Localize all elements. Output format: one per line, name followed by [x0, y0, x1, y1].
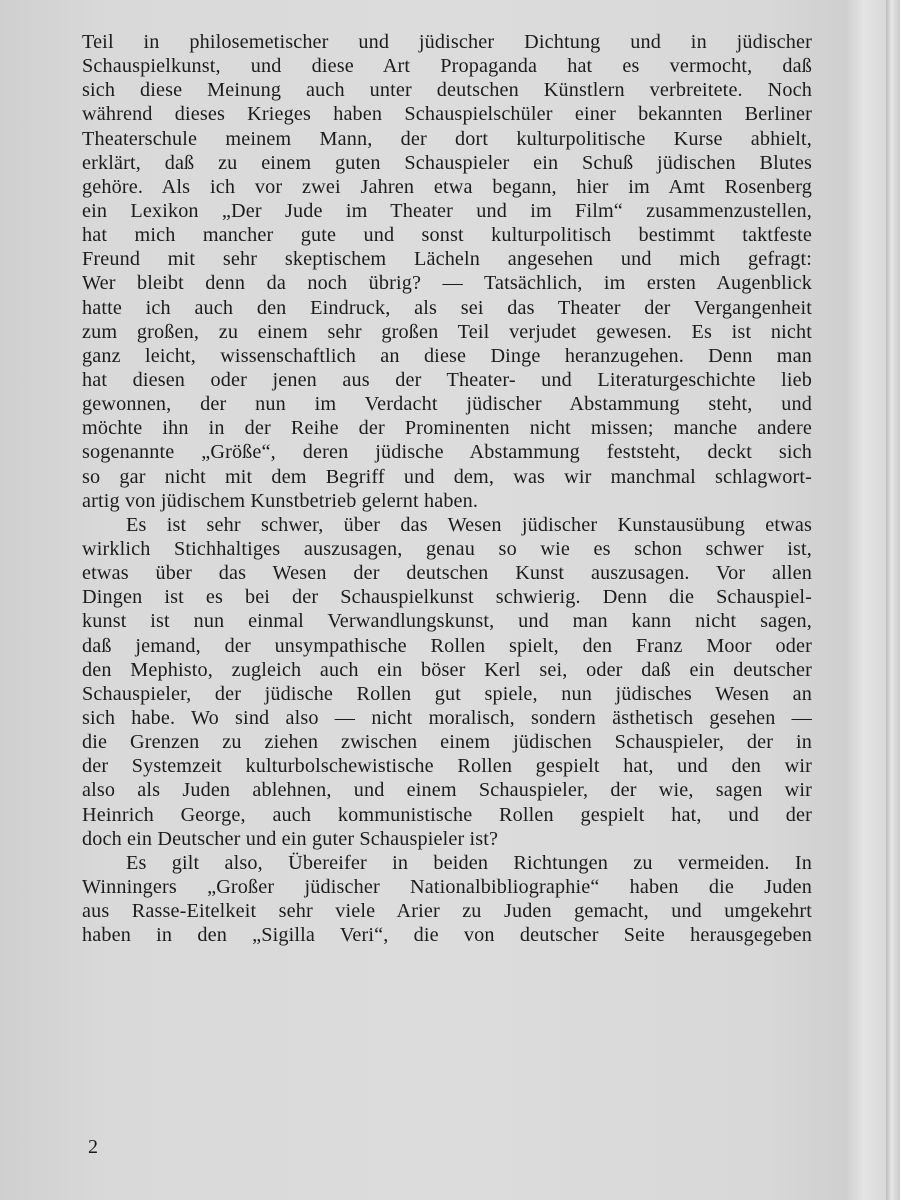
text-line: Heinrich George, auch kommunistische Rollen gespielt hat, und der: [82, 803, 812, 826]
text-line: Winningers „Großer jüdischer Nationalbibliographie“ haben die Juden: [82, 875, 812, 898]
text-line: hat diesen oder jenen aus der Theater- und Literaturgeschichte lieb: [82, 368, 812, 391]
text-line: Schauspielkunst, und diese Art Propaganda hat es vermocht, daß: [82, 55, 812, 78]
text-line: sich habe. Wo sind also — nicht moralisch, sondern ästhetisch gesehen —: [82, 706, 812, 729]
text-line: Teil in philosemetischer und jüdischer Dichtung und in jüdischer: [82, 31, 812, 53]
text-line: kunst ist nun einmal Verwandlungskunst, und man kann nicht sagen,: [82, 610, 812, 633]
text-line: den Mephisto, zugleich auch ein böser Kerl sei, oder daß ein deutscher: [82, 658, 812, 681]
text-line: hat mich mancher gute und sonst kulturpolitisch bestimmt taktfeste: [82, 224, 812, 247]
text-line: also als Juden ablehnen, und einem Schauspieler, der wie, sagen wir: [82, 779, 812, 802]
text-line: die Grenzen zu ziehen zwischen einem jüdischen Schauspieler, der in: [82, 731, 812, 754]
text-line: sich diese Meinung auch unter deutschen Künstlern verbreitete. Noch: [82, 79, 812, 102]
text-line: daß jemand, der unsympathische Rollen spielt, den Franz Moor oder: [82, 634, 812, 657]
text-line: gehöre. Als ich vor zwei Jahren etwa begann, hier im Amt Rosenberg: [82, 175, 812, 198]
page-number: 2: [88, 1136, 98, 1158]
paragraph-first-line: Es gilt also, Übereifer in beiden Richtungen zu vermeiden. In: [126, 851, 812, 874]
text-line: während dieses Krieges haben Schauspielschüler einer bekannten Berliner: [82, 103, 812, 126]
text-line: Theaterschule meinem Mann, der dort kulturpolitische Kurse abhielt,: [82, 127, 812, 150]
text-line: zum großen, zu einem sehr großen Teil verjudet gewesen. Es ist nicht: [82, 320, 812, 343]
text-line: haben in den „Sigilla Veri“, die von deutscher Seite herausgegeben: [82, 924, 812, 947]
text-line: gewonnen, der nun im Verdacht jüdischer Abstammung steht, und: [82, 393, 812, 416]
text-line: Wer bleibt denn da noch übrig? — Tatsächlich, im ersten Augenblick: [82, 272, 812, 295]
text-line: möchte ihn in der Reihe der Prominenten nicht missen; manche andere: [82, 417, 812, 440]
text-line: Schauspieler, der jüdische Rollen gut spiele, nun jüdisches Wesen an: [82, 682, 812, 705]
text-line: sogenannte „Größe“, deren jüdische Abstammung feststeht, deckt sich: [82, 441, 812, 464]
text-line: ganz leicht, wissenschaftlich an diese Dinge heranzugehen. Denn man: [82, 344, 812, 367]
text-line: wirklich Stichhaltiges auszusagen, genau so wie es schon schwer ist,: [82, 537, 812, 560]
text-line: der Systemzeit kulturbolschewistische Rollen gespielt hat, und den wir: [82, 755, 812, 778]
paragraph-first-line: Es ist sehr schwer, über das Wesen jüdischer Kunstausübung etwas: [126, 513, 812, 536]
text-line: erklärt, daß zu einem guten Schauspieler ein Schuß jüdischen Blutes: [82, 151, 812, 174]
text-line: ein Lexikon „Der Jude im Theater und im Film“ zusammenzustellen,: [82, 199, 812, 222]
text-line: artig von jüdischem Kunstbetrieb gelernt haben.: [82, 489, 479, 512]
text-line: Dingen ist es bei der Schauspielkunst schwierig. Denn die Schauspiel-: [82, 586, 812, 609]
text-line: so gar nicht mit dem Begriff und dem, was wir manchmal schlagwort-: [82, 465, 812, 488]
page-edge: [886, 0, 900, 1200]
text-line: Freund mit sehr skeptischem Lächeln angesehen und mich gefragt:: [82, 248, 812, 271]
text-line: etwas über das Wesen der deutschen Kunst auszusagen. Vor allen: [82, 562, 812, 585]
body-text: [82, 30, 812, 947]
text-line: hatte ich auch den Eindruck, als sei das Theater der Vergangenheit: [82, 296, 812, 319]
text-line: aus Rasse-Eitelkeit sehr viele Arier zu Juden gemacht, und umgekehrt: [82, 900, 812, 923]
text-line: doch ein Deutscher und ein guter Schauspieler ist?: [82, 827, 499, 850]
